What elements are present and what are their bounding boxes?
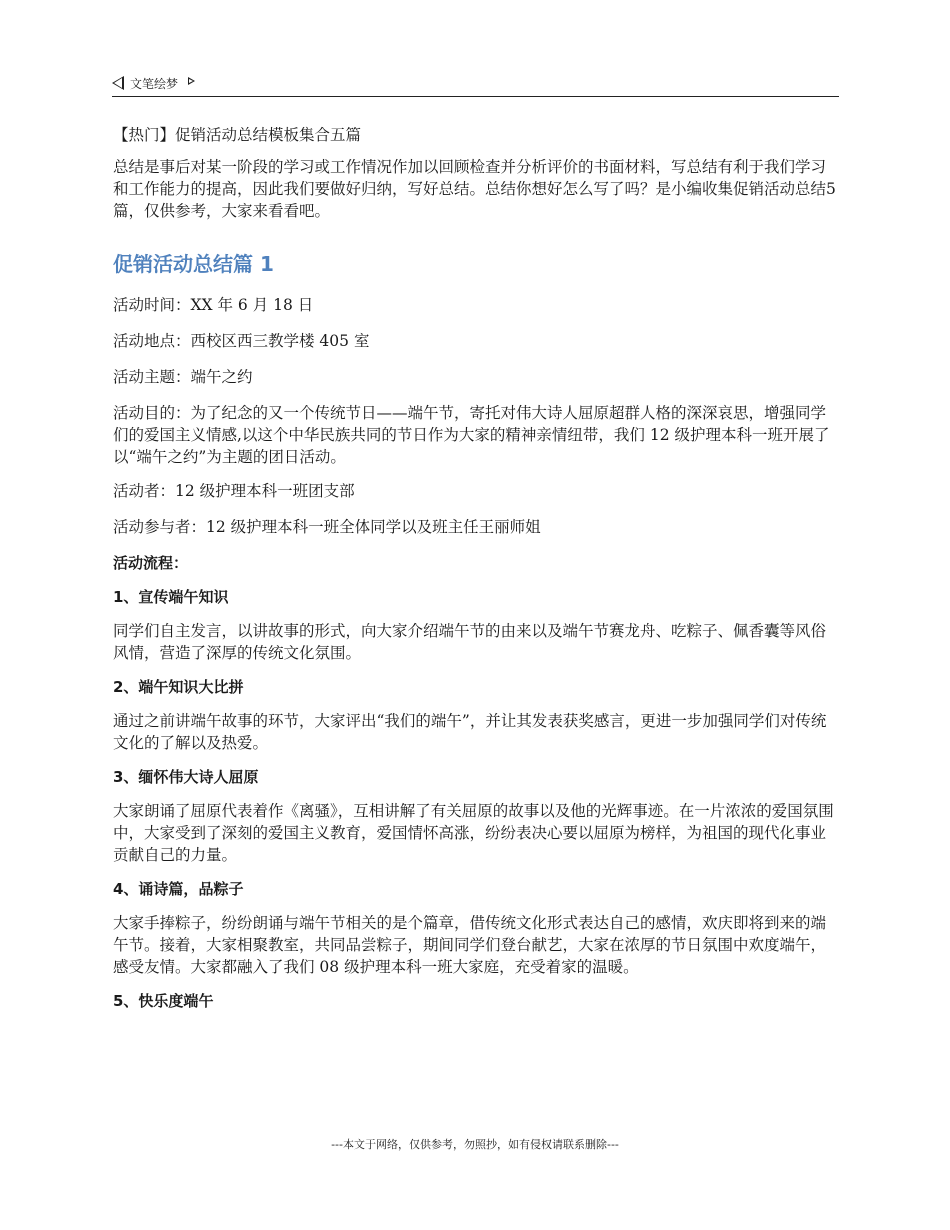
step-heading-3: 3、缅怀伟大诗人屈原 — [113, 768, 259, 786]
document-body — [113, 124, 840, 1024]
process-label: 活动流程： — [113, 554, 189, 572]
footer-notice: ---本文于网络，仅供参考，勿照抄，如有侵权请联系删除--- — [331, 1138, 619, 1151]
step-heading-1: 1、宣传端午知识 — [113, 588, 229, 606]
activity-participants: 活动参与者：12 级护理本科一班全体同学以及班主任王丽师姐 — [113, 518, 541, 536]
step-body-2: 通过之前讲端午故事的环节，大家评出“我们的端午”，并让其发表获奖感言，更进一步加强同学们对传统文化的了解以及热爱。 — [113, 712, 827, 752]
document-title: 【热门】促销活动总结模板集合五篇 — [113, 126, 362, 144]
step-body-3: 大家朗诵了屈原代表着作《离骚》，互相讲解了有关屈原的故事以及他的光辉事迹。在一片浓浓的爱国氛围中，大家受到了深刻的爱国主义教育，爱国情怀高涨，纷纷表决心要以屈原为榜样，为祖国的现代化事业贡献自己的力量。 — [113, 802, 834, 864]
step-heading-4: 4、诵诗篇，品粽子 — [113, 880, 244, 898]
left-triangle-icon — [112, 76, 124, 90]
step-body-1: 同学们自主发言，以讲故事的形式，向大家介绍端午节的由来以及端午节赛龙舟、吃粽子、佩香囊等风俗风情，营造了深厚的传统文化氛围。 — [113, 622, 827, 662]
brand-name: 文笔绘梦 — [130, 76, 179, 91]
activity-location: 活动地点：西校区西三教学楼 405 室 — [113, 332, 370, 350]
intro-paragraph: 总结是事后对某一阶段的学习或工作情况作加以回顾检查并分析评价的书面材料，写总结有利于我们学习和工作能力的提高，因此我们要做好归纳，写好总结。总结你想好怎么写了吗？是小编收集促销活动总结5篇，仅供参考，大家来看看吧。 — [113, 158, 836, 220]
page-header — [112, 70, 839, 97]
step-heading-2: 2、端午知识大比拼 — [113, 678, 244, 696]
activity-time: 活动时间：XX 年 6 月 18 日 — [113, 296, 314, 314]
activity-purpose: 活动目的：为了纪念的又一个传统节日——端午节，寄托对伟大诗人屈原超群人格的深深哀思，增强同学们的爱国主义情感,以这个中华民族共同的节日作为大家的精神亲情纽带，我们 12 级护理本科一班开展了以“端午之约”为主题的团日活动。 — [113, 404, 830, 466]
activity-organizer: 活动者：12 级护理本科一班团支部 — [113, 482, 355, 500]
right-triangle-icon — [188, 77, 195, 85]
step-heading-5: 5、快乐度端午 — [113, 992, 214, 1010]
step-body-4: 大家手捧粽子，纷纷朗诵与端午节相关的是个篇章，借传统文化形式表达自己的感情，欢庆即将到来的端午节。接着，大家相聚教室，共同品尝粽子，期间同学们登台献艺，大家在浓厚的节日氛围中欢度端午，感受友情。大家都融入了我们 08 级护理本科一班大家庭，充受着家的温暖。 — [113, 914, 827, 976]
section-heading: 促销活动总结篇 1 — [113, 252, 274, 276]
activity-theme: 活动主题：端午之约 — [113, 368, 253, 386]
